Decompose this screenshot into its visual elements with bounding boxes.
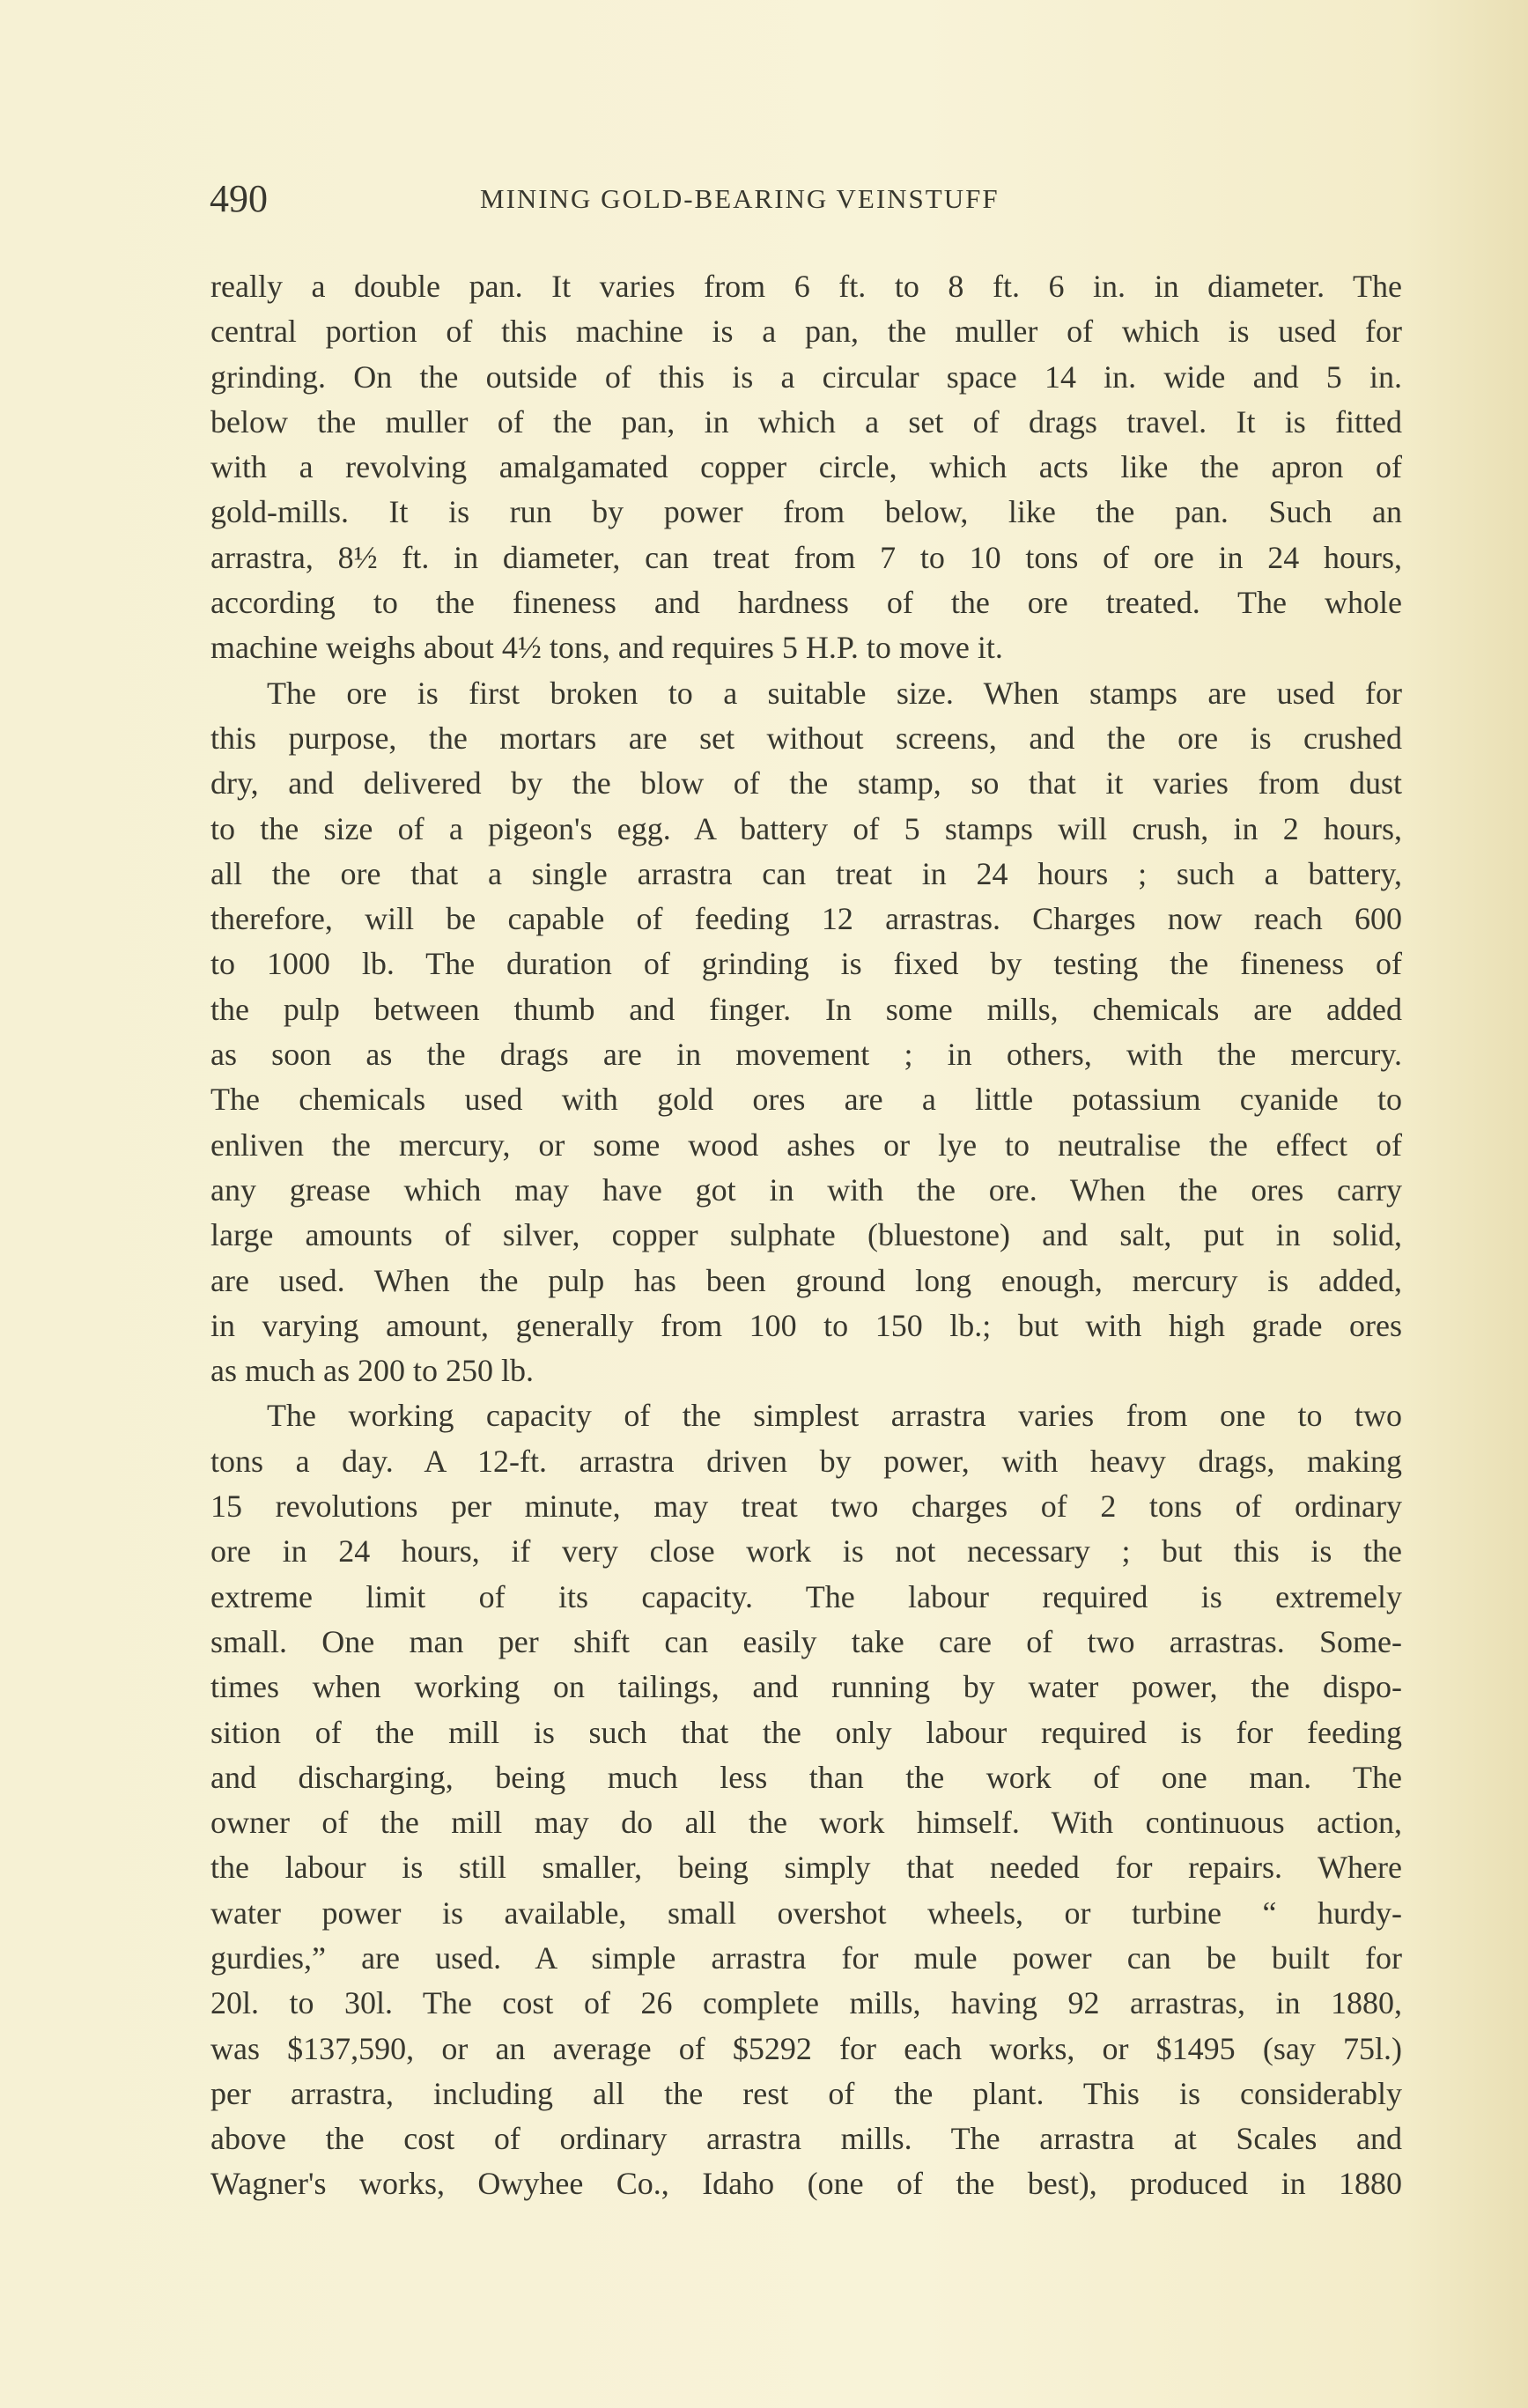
text-line: dry, and delivered by the blow of the stamp, so that it varies from dust [210, 765, 1402, 801]
text-line: above the cost of ordinary arrastra mills. The arrastra at Scales and [210, 2121, 1402, 2157]
running-title: MINING GOLD-BEARING VEINSTUFF [480, 183, 1000, 214]
text-line: and discharging, being much less than the work of one man. The [210, 1759, 1402, 1795]
text-line: ore in 24 hours, if very close work is not necessary ; but this is the [210, 1533, 1402, 1570]
text-line: tons a day. A 12-ft. arrastra driven by power, with heavy drags, making [210, 1443, 1402, 1479]
text-line: therefore, will be capable of feeding 12 arrastras. Charges now reach 600 [210, 901, 1402, 937]
text-line: 15 revolutions per minute, may treat two charges of 2 tons of ordinary [210, 1488, 1402, 1525]
text-line: with a revolving amalgamated copper circle, which acts like the apron of [210, 449, 1402, 485]
text-line: enliven the mercury, or some wood ashes or lye to neutralise the effect of [210, 1126, 1402, 1163]
text-line: are used. When the pulp has been ground long enough, mercury is added, [210, 1262, 1402, 1298]
text-line: arrastra, 8½ ft. in diameter, can treat from 7 to 10 tons of ore in 24 hours, [210, 539, 1402, 575]
paragraph [210, 1393, 1402, 2206]
text-line: as soon as the drags are in movement ; in others, with the mercury. [210, 1037, 1402, 1073]
text-line: all the ore that a single arrastra can treat in 24 hours ; such a battery, [210, 855, 1402, 891]
text-line: large amounts of silver, copper sulphate (bluestone) and salt, put in solid, [210, 1217, 1402, 1253]
text-line: per arrastra, including all the rest of the plant. This is considerably [210, 2075, 1402, 2111]
text-line: the labour is still smaller, being simply that needed for repairs. Where [210, 1850, 1402, 1886]
paragraph [210, 264, 1402, 671]
text-line: water power is available, small overshot wheels, or turbine “ hurdy- [210, 1895, 1402, 1931]
text-line: as much as 200 to 250 lb. [210, 1353, 534, 1389]
text-line: was $137,590, or an average of $5292 for each works, or $1495 (say 75l.) [210, 2030, 1402, 2066]
text-line: 20l. to 30l. The cost of 26 complete mills, having 92 arrastras, in 1880, [210, 1985, 1402, 2021]
text-line: grinding. On the outside of this is a circular space 14 in. wide and 5 in. [210, 358, 1402, 395]
text-line: small. One man per shift can easily take care of two arrastras. Some- [210, 1623, 1402, 1659]
text-line: according to the fineness and hardness of the ore treated. The whole [210, 585, 1402, 621]
text-line: gold-mills. It is run by power from below, like the pan. Such an [210, 494, 1402, 530]
text-line: any grease which may have got in with the ore. When the ores carry [210, 1171, 1402, 1208]
text-line: central portion of this machine is a pan, the muller of which is used for [210, 314, 1402, 350]
text-line: sition of the mill is such that the only labour required is for feeding [210, 1714, 1402, 1750]
paragraph [210, 671, 1402, 1394]
body-text [210, 264, 1402, 2207]
text-line: The working capacity of the simplest arrastra varies from one to two [267, 1398, 1402, 1434]
text-line: to 1000 lb. The duration of grinding is fixed by testing the fineness of [210, 946, 1402, 982]
text-line: machine weighs about 4½ tons, and requires 5 H.P. to move it. [210, 630, 1003, 666]
text-line: below the muller of the pan, in which a set of drags travel. It is fitted [210, 403, 1402, 439]
text-line: really a double pan. It varies from 6 ft. to 8 ft. 6 in. in diameter. The [210, 269, 1402, 304]
text-line: this purpose, the mortars are set without screens, and the ore is crushed [210, 720, 1402, 756]
text-line: gurdies,” are used. A simple arrastra for mule power can be built for [210, 1939, 1402, 1976]
text-line: to the size of a pigeon's egg. A battery of 5 stamps will crush, in 2 hours, [210, 810, 1402, 846]
text-line: owner of the mill may do all the work himself. With continuous action, [210, 1805, 1402, 1841]
text-line: The ore is first broken to a suitable size. When stamps are used for [267, 675, 1402, 711]
text-line: the pulp between thumb and finger. In some mills, chemicals are added [210, 991, 1402, 1027]
text-line: extreme limit of its capacity. The labour required is extremely [210, 1578, 1402, 1614]
text-line: in varying amount, generally from 100 to 150 lb.; but with high grade ores [210, 1307, 1402, 1343]
text-line: The chemicals used with gold ores are a little potassium cyanide to [210, 1082, 1402, 1118]
text-line: times when working on tailings, and running by water power, the dispo- [210, 1669, 1402, 1705]
text-line: Wagner's works, Owyhee Co., Idaho (one of the best), produced in 1880 [210, 2166, 1402, 2202]
page-number: 490 [210, 177, 268, 220]
